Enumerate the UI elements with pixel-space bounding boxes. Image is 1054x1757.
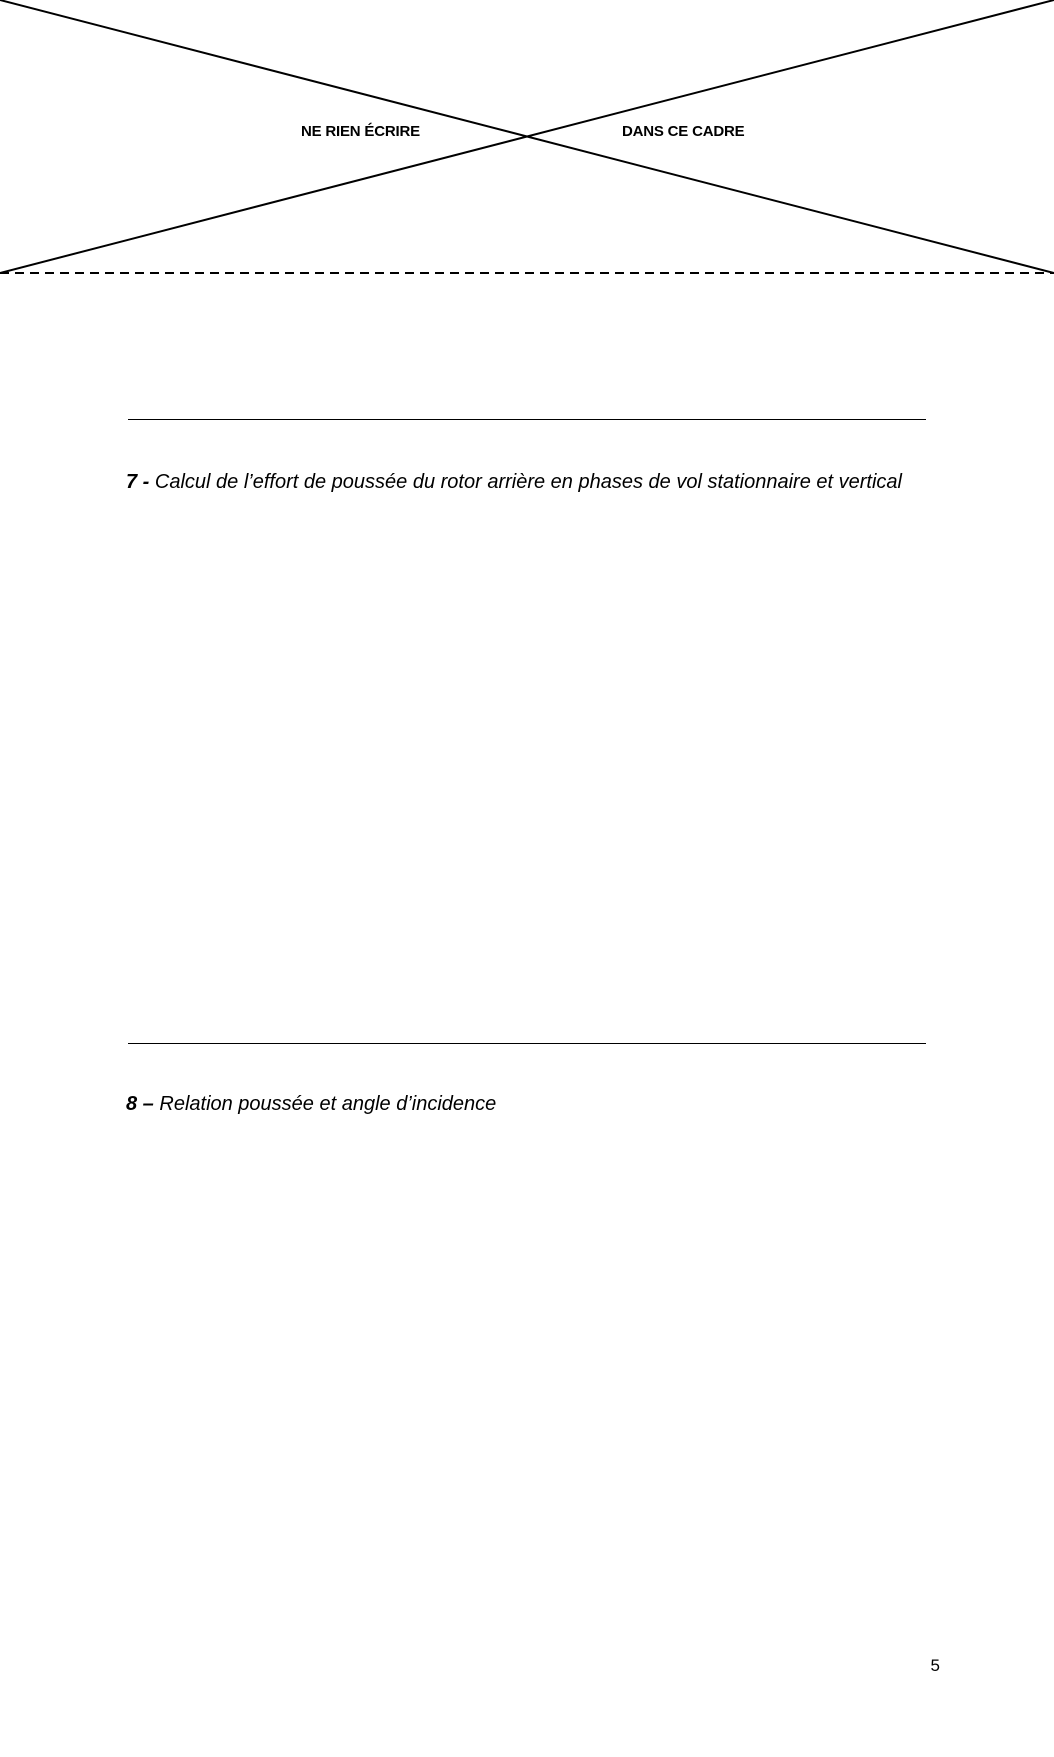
header-left-text: NE RIEN ÉCRIRE [301, 123, 420, 140]
cross-lines [0, 0, 1054, 276]
separator-line [128, 419, 926, 420]
question-8 [126, 1090, 926, 1119]
page-number: 5 [930, 1656, 940, 1675]
question-text: Relation poussée et angle d’incidence [159, 1093, 497, 1115]
question-number: 8 – [126, 1093, 154, 1115]
question-7 [126, 468, 926, 497]
question-text: Calcul de l’effort de poussée du rotor arrière en phases de vol stationnaire et vertical [154, 471, 902, 493]
question-number: 7 - [126, 471, 150, 493]
header-right-text: DANS CE CADRE [622, 123, 745, 140]
separator-line [128, 1043, 926, 1044]
do-not-write-frame [0, 0, 1054, 276]
